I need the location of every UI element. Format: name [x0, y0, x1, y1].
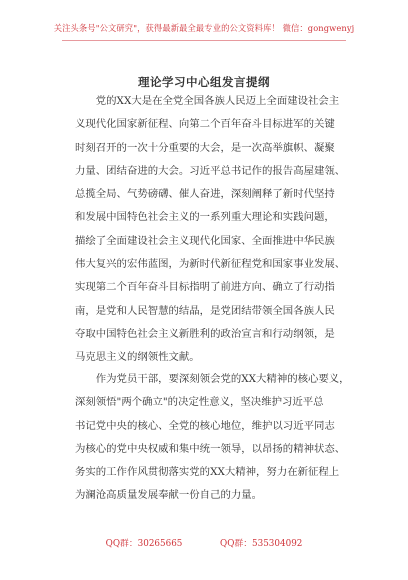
- top-banner: 关注头条号"公文研究"，获得最新最全最专业的公文资料库！ 微信：gongwenyj: [53, 23, 355, 33]
- qq-group-1: QQ群：30265665: [105, 539, 183, 549]
- paragraph-line: 力量、团结奋进的大会。习近平总书记作的报告高屋建瓴、: [75, 164, 346, 177]
- paragraph-line: 义现代化国家新征程、向第二个百年奋斗目标进军的关键: [75, 118, 335, 131]
- paragraph-line: 深刻领悟"两个确立"的决定性意义，坚决维护习近平总: [75, 396, 324, 409]
- qq-group-2: QQ群：535304092: [220, 539, 303, 549]
- banner-divider: [62, 40, 346, 41]
- paragraph-2: [75, 368, 350, 508]
- paragraph-1: [75, 90, 346, 370]
- paragraph-line: 马克思主义的纲领性文献。: [75, 351, 200, 364]
- paragraph-line: 总揽全局、气势磅礴、催人奋进，深刻阐释了新时代坚持: [75, 188, 335, 201]
- paragraph-line: 为澜沧高质量发展奉献一份自己的力量。: [75, 489, 263, 502]
- document-title: 理论学习中心组发言提纲: [138, 74, 270, 89]
- paragraph-line: 党的XX大是在全党全国各族人民迈上全面建设社会主: [75, 95, 340, 107]
- paragraph-line: 实现第二个百年奋斗目标指明了前进方向、确立了行动指: [75, 281, 335, 294]
- paragraph-line: 为核心的党中央权威和集中统一领导，以昂扬的精神状态、: [75, 442, 346, 455]
- paragraph-line: 和发展中国特色社会主义的一系列重大理论和实践问题，: [75, 211, 335, 224]
- paragraph-line: 作为党员干部，要深刻领会党的XX大精神的核心要义，: [75, 373, 350, 385]
- paragraph-line: 描绘了全面建设社会主义现代化国家、全面推进中华民族: [75, 234, 335, 247]
- paragraph-line: 伟大复兴的宏伟蓝图，为新时代新征程党和国家事业发展、: [75, 258, 346, 271]
- paragraph-line: 夺取中国特色社会主义新胜利的政治宣言和行动纲领，是: [75, 327, 335, 340]
- footer-contacts: [0, 536, 408, 549]
- paragraph-line: 书记党中央的核心、全党的核心地位，维护以习近平同志: [75, 419, 335, 432]
- paragraph-line: 务实的工作作风贯彻落实党的XX大精神，努力在新征程上: [75, 466, 340, 479]
- paragraph-line: 时刻召开的一次十分重要的大会，是一次高举旗帜、凝聚: [75, 141, 335, 154]
- paragraph-line: 南，是党和人民智慧的结晶，是党团结带领全国各族人民: [75, 304, 335, 317]
